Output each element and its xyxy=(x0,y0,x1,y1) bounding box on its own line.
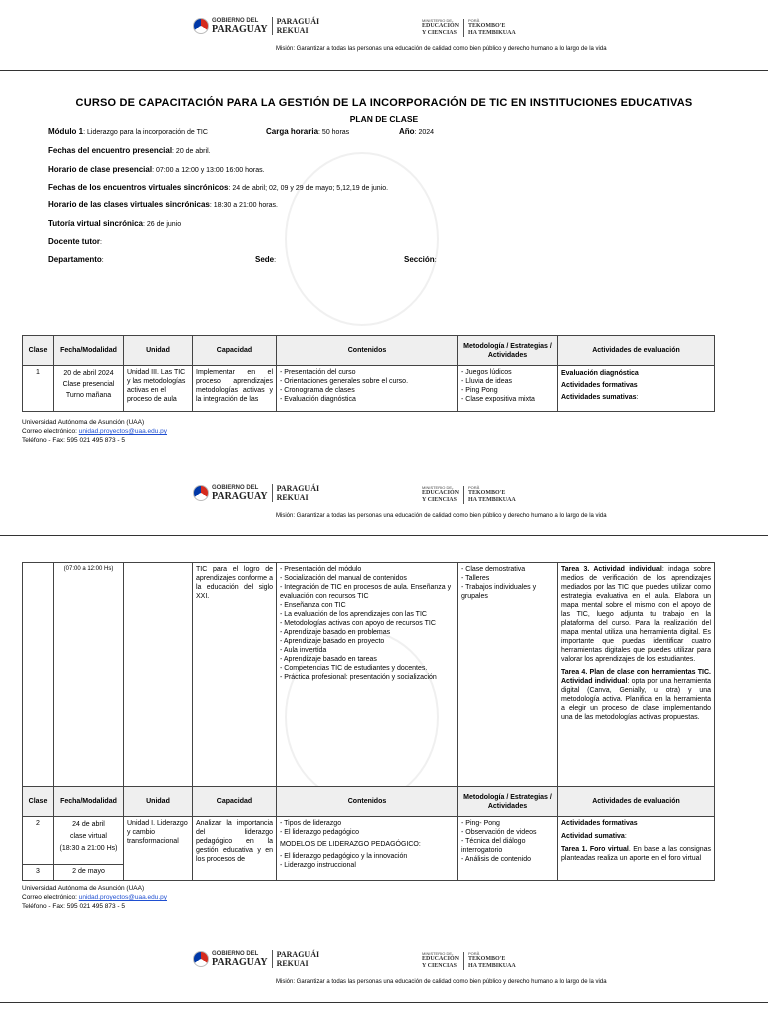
paraguay-flag-icon xyxy=(193,485,209,501)
rekuai-text: REKUAI xyxy=(276,26,309,35)
th-evaluacion: Actividades de evaluación xyxy=(558,336,715,366)
cell-fecha: 24 de abril clase virtual (18:30 a 21:00 Hs) xyxy=(54,817,124,865)
th-clase: Clase xyxy=(23,787,54,817)
min-edu-text: EDUCACIÓN xyxy=(422,23,460,29)
th-clase: Clase xyxy=(23,336,54,366)
ministerio-logo: MINISTERIO DE EDUCACIÓN Y CIENCIAS PORÃ TEKOMBO'E HA TEMBIKUAA xyxy=(422,951,516,969)
doc-subtitle: PLAN DE CLASE xyxy=(349,114,419,124)
cell-clase: 2 xyxy=(23,817,54,865)
cell-capacidad: Analizar la importancia del liderazgo pedagógico en la gestión educativa y en los procesos de xyxy=(193,817,277,881)
th-contenidos: Contenidos xyxy=(277,336,458,366)
field-departamento: Departamento: xyxy=(48,255,104,264)
email-link[interactable]: unidad.proyectos@uaa.edu.py xyxy=(78,428,168,435)
mision-text: Misión: Garantizar a todas las personas una educación de calidad como bien público y derecho humano a lo largo de la vida xyxy=(276,513,607,519)
table-row xyxy=(23,366,715,412)
min-left-text: MINISTERIO DE xyxy=(422,18,453,23)
field-tutoria: Tutoría virtual sincrónica: 26 de junio xyxy=(48,219,182,228)
gob-small-text: GOBIERNO DEL xyxy=(212,17,259,24)
table-row xyxy=(23,817,715,865)
cell-metodologia: - Juegos lúdicos - Lluvia de ideas - Ping Pong - Clase expositiva mixta xyxy=(458,366,558,412)
page-header-1 xyxy=(0,0,768,70)
field-horario-virtual: Horario de las clases virtuales sincrónicas: 18:30 a 21:00 horas. xyxy=(48,200,278,209)
ha-text: HA TEMBIKUAA xyxy=(468,30,516,36)
paraguay-flag-icon xyxy=(193,951,209,967)
th-metodologia: Metodología / Estrategias / Actividades xyxy=(458,787,558,817)
field-horario: Horario de clase presencial: 07:00 a 12:00 y 13:00 16:00 horas. xyxy=(48,165,265,174)
th-capacidad: Capacidad xyxy=(193,336,277,366)
teko-text: TEKOMBO'E xyxy=(468,23,506,29)
field-seccion: Sección: xyxy=(404,255,437,264)
page-header-2 xyxy=(0,467,768,537)
cell-unidad: Unidad III. Las TIC y las metodologías activas en el proceso de aula xyxy=(124,366,193,412)
table-row xyxy=(23,563,715,787)
field-modulo: Módulo 1: Liderazgo para la incorporación de TIC xyxy=(48,127,208,136)
field-virtuales: Fechas de los encuentros virtuales sincrónicos: 24 de abril; 02, 09 y 29 de mayo; 5,12,19 de junio. xyxy=(48,183,389,192)
cell-capacidad: Implementar en el proceso aprendizajes metodologías activas y la integración de las xyxy=(193,366,277,412)
cell-clase: 3 xyxy=(23,865,54,881)
cell-capacidad: TIC para el logro de aprendizajes conforme a la educación del siglo XXI. xyxy=(193,563,277,787)
ministerio-logo xyxy=(422,18,516,37)
gob-big-text: PARAGUAY xyxy=(212,23,268,35)
cell-evaluacion: Tarea 3. Actividad individual: indaga sobre medios de verificación de los aprendizajes mediados por las TIC que puedes utilizar como estrategia evaluativa en el aula. Elabora un mapa mental sobre el mismo con el apoyo de las TIC, luego adjunta tu trabajo en la plataforma del curso. Para la realización del mapa mental utiliza una herramienta digital. Es importante que puedas identificar cuatro herramientas digitales que puedes utilizar para valorar los aprendizajes de los estudiantes. Tarea 4. Plan de clase con herramientas TIC. Actividad individual: opta por una herramienta digital (Canva, Genially, u otra) y una metodología activa. Planifica en la herramienta a elegir un proceso de clase implementando una de las metodologías activas propuestas. xyxy=(558,563,715,787)
cell-contenidos: - Presentación del curso - Orientaciones generales sobre el curso. - Cronograma de clases - Evaluación diagnóstica xyxy=(277,366,458,412)
page-header-3 xyxy=(0,933,768,1003)
gobierno-logo xyxy=(193,17,319,35)
cell-fecha: 20 de abril 2024 Clase presencial Turno mañana xyxy=(54,366,124,412)
th-fecha: Fecha/Modalidad xyxy=(54,336,124,366)
field-fechas: Fechas del encuentro presencial: 20 de abril. xyxy=(48,146,211,155)
mision-text: Misión: Garantizar a todas las personas una educación de calidad como bien público y derecho humano a lo largo de la vida xyxy=(276,979,607,985)
gobierno-logo: GOBIERNO DEL PARAGUAY PARAGUÁI REKUAI xyxy=(193,950,319,968)
th-fecha: Fecha/Modalidad xyxy=(54,787,124,817)
paraguay-flag-icon xyxy=(193,18,209,34)
ministerio-logo: MINISTERIO DE EDUCACIÓN Y CIENCIAS PORÃ TEKOMBO'E HA TEMBIKUAA xyxy=(422,485,516,503)
plan-table-2 xyxy=(22,562,715,881)
cell-fecha: 2 de mayo xyxy=(54,865,124,881)
cell-contenidos: - Presentación del módulo - Socialización del manual de contenidos - Integración de TIC en procesos de aula. Enseñanza y evaluación con recursos TIC - Enseñanza con TIC - La evaluación de los aprendizajes con las TIC - Metodologías activas con apoyo de recursos TIC - Aprendizaje basado en problemas - Aprendizaje basado en proyecto - Aula invertida - Aprendizaje basado en tareas - Competencias TIC de estudiantes y docentes. - Práctica profesional: presentación y socialización xyxy=(277,563,458,787)
paraguai-text: PARAGUÁI xyxy=(276,17,320,26)
th-metodologia: Metodología / Estrategias / Actividades xyxy=(458,336,558,366)
mision-text: Misión: Garantizar a todas las personas una educación de calidad como bien público y derecho humano a lo largo de la vida xyxy=(276,46,607,52)
th-unidad: Unidad xyxy=(124,787,193,817)
th-contenidos: Contenidos xyxy=(277,787,458,817)
doc-title: CURSO DE CAPACITACIÓN PARA LA GESTIÓN DE LA INCORPORACIÓN DE TIC EN INSTITUCIONES EDUCATIVAS xyxy=(75,97,693,109)
email-link[interactable]: unidad.proyectos@uaa.edu.py xyxy=(78,894,168,901)
cell-contenidos: - Tipos de liderazgo - El liderazgo pedagógico MODELOS DE LIDERAZGO PEDAGÓGICO: - El liderazgo pedagógico y la innovación - Liderazgo instruccional xyxy=(277,817,458,881)
gobierno-logo: GOBIERNO DEL PARAGUAY PARAGUÁI REKUAI xyxy=(193,484,319,502)
min-y-text: Y CIENCIAS xyxy=(422,30,457,36)
cell-clase: 1 xyxy=(23,366,54,412)
watermark-seal xyxy=(285,152,439,326)
cell-metodologia: - Ping- Pong - Observación de videos - Técnica del diálogo interrogatorio - Análisis de contenido xyxy=(458,817,558,881)
plan-table-1 xyxy=(22,335,715,412)
min-right-text: PORÃ xyxy=(468,18,480,23)
cell-evaluacion: Actividades formativas Actividad sumativa: Tarea 1. Foro virtual. En base a las consignas planteadas realiza un aporte en el foro virtual xyxy=(558,817,715,881)
field-sede: Sede: xyxy=(255,255,277,264)
footer-2: Universidad Autónoma de Asunción (UAA) Correo electrónico: unidad.proyectos@uaa.edu.py Teléfono - Fax: 595 021 495 873 - 5 xyxy=(22,885,168,910)
field-carga: Carga horaria: 50 horas xyxy=(266,127,350,136)
th-unidad: Unidad xyxy=(124,336,193,366)
cell-evaluacion: Evaluación diagnóstica Actividades formativas Actividades sumativas: xyxy=(558,366,715,412)
cell-unidad: Unidad I. Liderazgo y cambio transformacional xyxy=(124,817,193,881)
th-capacidad: Capacidad xyxy=(193,787,277,817)
field-anio: Año: 2024 xyxy=(399,127,435,136)
cell-metodologia: - Clase demostrativa - Talleres - Trabajos individuales y grupales xyxy=(458,563,558,787)
cell-fecha: (07:00 a 12:00 Hs) xyxy=(54,563,124,787)
footer-1: Universidad Autónoma de Asunción (UAA) Correo electrónico: unidad.proyectos@uaa.edu.py Teléfono - Fax: 595 021 495 873 - 5 xyxy=(22,419,168,444)
field-docente: Docente tutor: xyxy=(48,237,102,246)
th-evaluacion: Actividades de evaluación xyxy=(558,787,715,817)
